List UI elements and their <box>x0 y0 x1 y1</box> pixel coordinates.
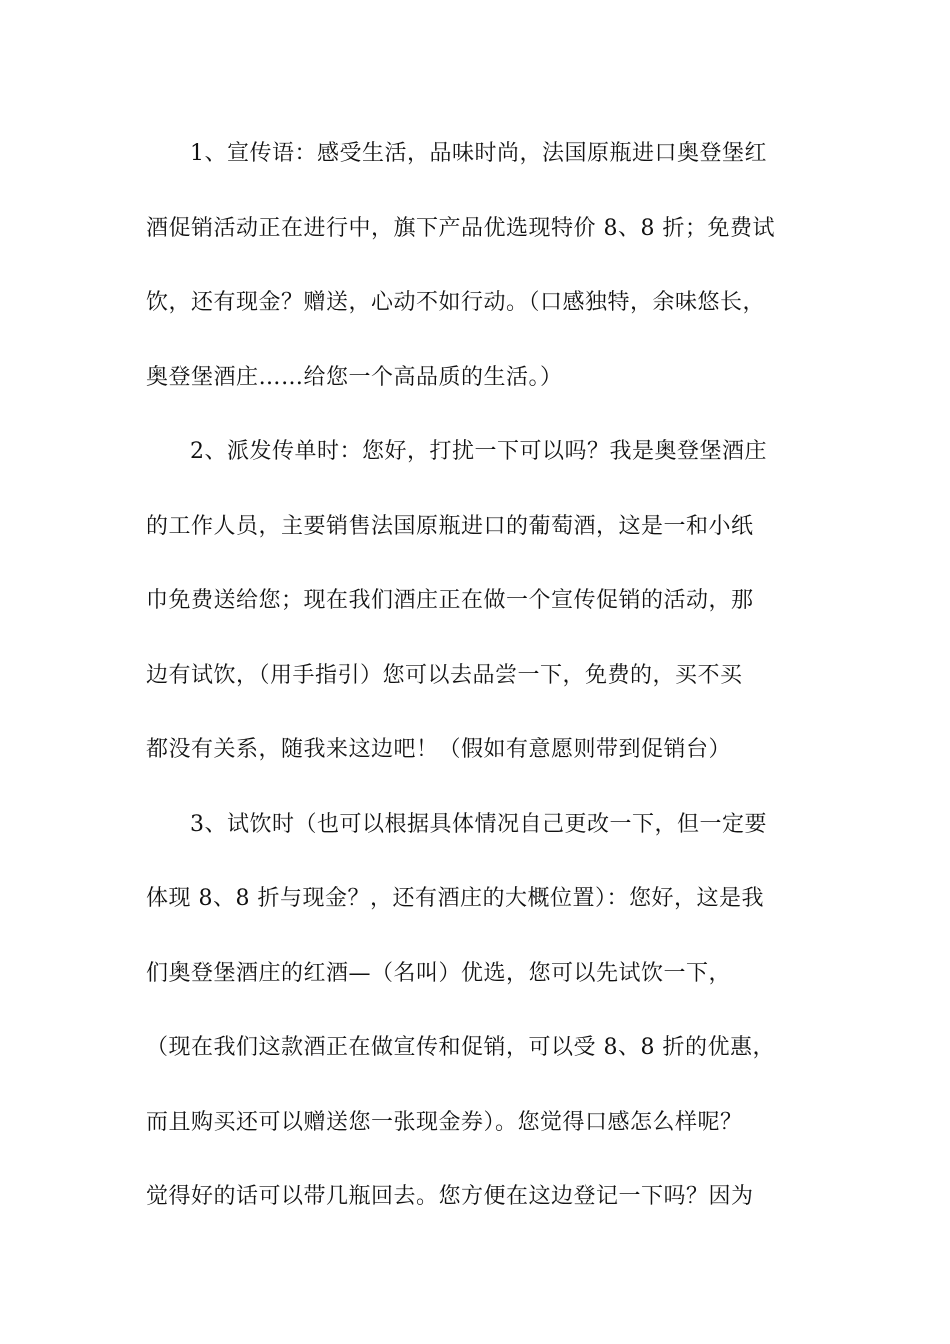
paragraph-3-line-1: 3、试饮时（也可以根据具体情况自己更改一下，但一定要 <box>190 811 767 837</box>
document-body <box>146 135 826 1253</box>
paragraph-2-line-1: 2、派发传单时：您好，打扰一下可以吗？我是奥登堡酒庄 <box>190 439 767 464</box>
paragraph-2-line-3: 巾免费送给您；现在我们酒庄正在做一个宣传促销的活动，那 <box>146 588 754 613</box>
paragraph-1-line-3: 饮，还有现金？赠送，心动不如行动。（口感独特，余味悠长， <box>146 290 766 315</box>
paragraph-2-line-4: 边有试饮，（用手指引）您可以去品尝一下，免费的，买不买 <box>146 662 743 688</box>
paragraph-3-line-4: （现在我们这款酒正在做宣传和促销，可以受 8、8 折的优惠， <box>146 1035 775 1060</box>
paragraph-3-line-2: 体现 8、8 折与现金？，还有酒庄的大概位置）：您好，这是我 <box>146 886 764 911</box>
paragraph-3-line-5: 而且购买还可以赠送您一张现金券）。您觉得口感怎么样呢？ <box>146 1109 743 1135</box>
paragraph-3-line-6: 觉得好的话可以带几瓶回去。您方便在这边登记一下吗？因为 <box>146 1184 754 1209</box>
paragraph-2-line-5: 都没有关系，随我来这边吧！（假如有意愿则带到促销台） <box>146 737 732 762</box>
paragraph-1-line-1: 1、宣传语：感受生活，品味时尚，法国原瓶进口奥登堡红 <box>190 141 767 166</box>
paragraph-3-line-3: 们奥登堡酒庄的红酒—（名叫）优选，您可以先试饮一下， <box>146 960 732 986</box>
paragraph-2-line-2: 的工作人员，主要销售法国原瓶进口的葡萄酒，这是一和小纸 <box>146 513 754 539</box>
paragraph-1-line-2: 酒促销活动正在进行中，旗下产品优选现特价 8、8 折；免费试 <box>146 215 775 241</box>
paragraph-1-line-4: 奥登堡酒庄……给您一个高品质的生活。） <box>146 364 563 390</box>
